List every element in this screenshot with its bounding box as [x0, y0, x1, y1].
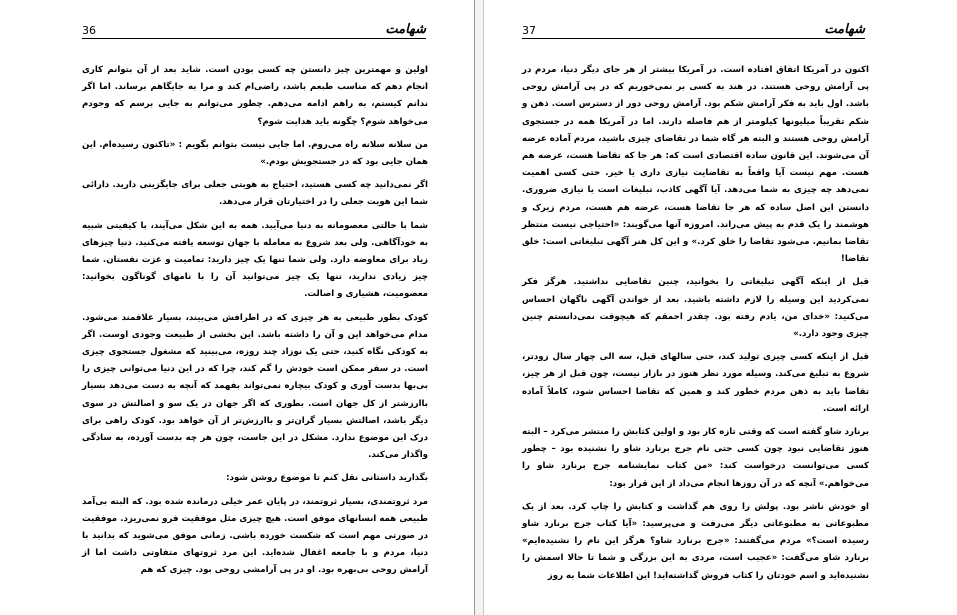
paragraph: اولین و مهمترین چیز دانستن چه کسی بودن است. شاید بعد از آن بتوانم کاری انجام دهم که مناسب طبعم باشد، راضی‌ام کند و مرا به جایگاهم برساند. اما اگر ندانم کیستم، به راهم ادامه می‌دهم. چطور می‌توانم به جایی برسم که وجودم می‌خواهد شوم؟ چگونه باید هدایت شوم؟ [82, 65, 428, 127]
paragraph: او خودش ناشر بود. پولش را روی هم گذاشت و کتابش را چاپ کرد. بعد از یک مطبوعاتی به مطبوعاتی دیگر می‌رفت و می‌پرسید: «آیا کتاب جرج برنارد شاو رسیده است؟» مردم می‌گفتند: «جرج برنارد شاو؟ هرگز این نام را نشنیده‌ایم» برنارد شاو می‌گفت: «عجیب است، مردی به این بزرگی و شما تا حالا اسمش را نشنیده‌اید و اسم خودتان را کتاب فروش گذاشته‌اید! این اطلاعات شما به روز [522, 501, 869, 581]
paragraph: اکنون در آمریکا اتفاق افتاده است. در آمریکا بیشتر از هر جای دیگر دنیا، مردم در پی آرامش روحی هستند. در هند به کسی بر نمی‌خوریم که در پی آرامش روحی باشد. اول باید به فکر آرامش شکم بود. آرامش روحی دور از دسترس است. ذهن و شکم تقریباً میلیونها کیلومتر از هم فاصله دارند. اما در آمریکا همه در جستجوی آرامش روحی هستند و البته هر گاه شما در تقاضای چیزی باشید، مردم آماده عرضه آن می‌شوند. این قانون ساده اقتصادی است که: هر جا که تقاضا هست، عرضه هم هست. مهم نیست آیا واقعاً به تقاضایت نیازی داری یا خیر. حتی کسی اهمیت نمی‌دهد چه چیزی به شما می‌دهد. آیا آگهی کاذب، تبلیغات است یا نیازی ضروری. دانستن این اصل ساده که هر جا تقاضا هست، عرضه هم هست، مردم زیرک و هوشمند را یک قدم به پیش می‌راند. امروزه آنها می‌گویند: «احتیاجی نیست منتظر تقاضا بمانیم. می‌شود تقاضا را خلق کرد.» و این کل هنر آگهی تبلیغاتی است: خلق تقاضا! [522, 65, 869, 265]
paragraph: قبل از اینکه کسی چیزی تولید کند، حتی سالهای قبل، سه الی چهار سال زودتر، شروع به تبلیغ می‌کند. وسیله مورد نظر هنوز در بازار نیست، چون قبل از هر چیز، تقاضا باید به ذهن مردم خطور کند و همین که تقاضا احساس شود، کاملاً آماده ارائه است. [522, 352, 869, 414]
running-title: شهامت [824, 22, 865, 37]
paragraph: شما با حالتی معصومانه به دنیا می‌آیید. همه به این شکل می‌آیند، با کیفیتی شبیه به خودآگاهی. ولی بعد شروع به معامله با جهان توسعه یافته می‌کنید. دنیا چیزهای زیاد برای معاوضه دارد. ولی شما تنها یک چیز دارید: تمامیت و عزت نفستان. شما چیز زیادی ندارید، تنها یک چیز می‌توانید آن را با نامهای گوناگون بخوانید: معصومیت، هشیاری و اصالت. [82, 220, 428, 300]
page-number: 37 [522, 24, 536, 37]
page-header [82, 24, 426, 39]
paragraph: اگر نمی‌دانید چه کسی هستید، احتیاج به هویتی جعلی برای جایگزینی دارید. دارائی شما این هویت جعلی را در اختیارتان قرار می‌دهد. [82, 180, 428, 208]
page-gutter [474, 0, 484, 615]
running-title: شهامت [385, 22, 426, 37]
left-page [0, 0, 474, 615]
page-header [522, 24, 865, 39]
paragraph: بگذارید داستانی نقل کنم تا موضوع روشن شود: [226, 473, 428, 484]
page-body [82, 62, 428, 586]
paragraph: من سلانه سلانه راه می‌روم. اما جایی نیست بتوانم بگویم : «تاکنون رسیده‌ام. این همان جایی بود که در جستجویش بودم.» [82, 139, 428, 168]
paragraph: کودک بطور طبیعی به هر چیزی که در اطرافش می‌بیند، بسیار علاقمند می‌شود. مدام می‌خواهد این و آن را داشته باشد. این بخشی از طبیعت وجودی اوست. اگر به کودکی نگاه کنید، حتی یک نوزاد چند روزه، می‌بینید که مشغول جستجوی چیزی است. در سفر ممکن است خودش را گم کند، چرا که در این دنیا می‌توانی چیزی را بی‌بها بدست آوری و کودک بیچاره نمی‌تواند بفهمد که آنچه به دست می‌دهد بسیار باارزشتر از کل جهان است. بطوری که اگر جهان در یک سو و اصالتش در سوی دیگر باشد، اصالتش بسیار گران‌تر و باارزش‌تر از آن خواهد بود. کودک راهی برای درک این موضوع ندارد. مشکل در این جاست، چون هر چه بدست آورده، به سادگی واگذار می‌کند. [82, 312, 428, 461]
right-page [484, 0, 957, 615]
paragraph: قبل از اینکه آگهی تبلیغاتی را بخوانید، چنین تقاضایی نداشتید. هرگز فکر نمی‌کردید این وسیله را لازم داشته باشید. بعد از خواندن آگهی ناگهان احساس می‌کنید: «خدای من، یادم رفته بود. چقدر احمقم که هیچوقت نمی‌دانستم چنین چیزی وجود دارد.» [522, 277, 869, 340]
paragraph: برنارد شاو گفته است که وقتی تازه کار بود و اولین کتابش را منتشر می‌کرد – البته هنوز تقاضایی نبود چون کسی حتی نام جرج برنارد شاو را نشنیده بود – چطور کسی می‌توانست درخواست کند: «من کتاب نمایشنامه جرج برنارد شاو را می‌خواهم.» آنچه که در آن روزها انجام می‌داد از این قرار بود: [522, 427, 869, 489]
page-number: 36 [82, 24, 96, 37]
page-body [522, 62, 869, 591]
paragraph: مرد ثروتمندی، بسیار ثروتمند، در پایان عمر خیلی درمانده شده بود. که البته بی‌آمد طبیعی همه انسانهای موفق است. هیچ چیزی مثل موفقیت فرو نمی‌ریزد. موفقیت در صورتی مهم است که شکست خورده باشی. زمانی موفق می‌شوید که بدانید با دنیا، مردم و با جامعه اغفال شده‌اید. این مرد ثروتهای متفاوتی داشت اما از آرامش روحی بی‌بهره بود. او در پی آرامشی روحی بود. چیزی که هم [82, 496, 428, 576]
